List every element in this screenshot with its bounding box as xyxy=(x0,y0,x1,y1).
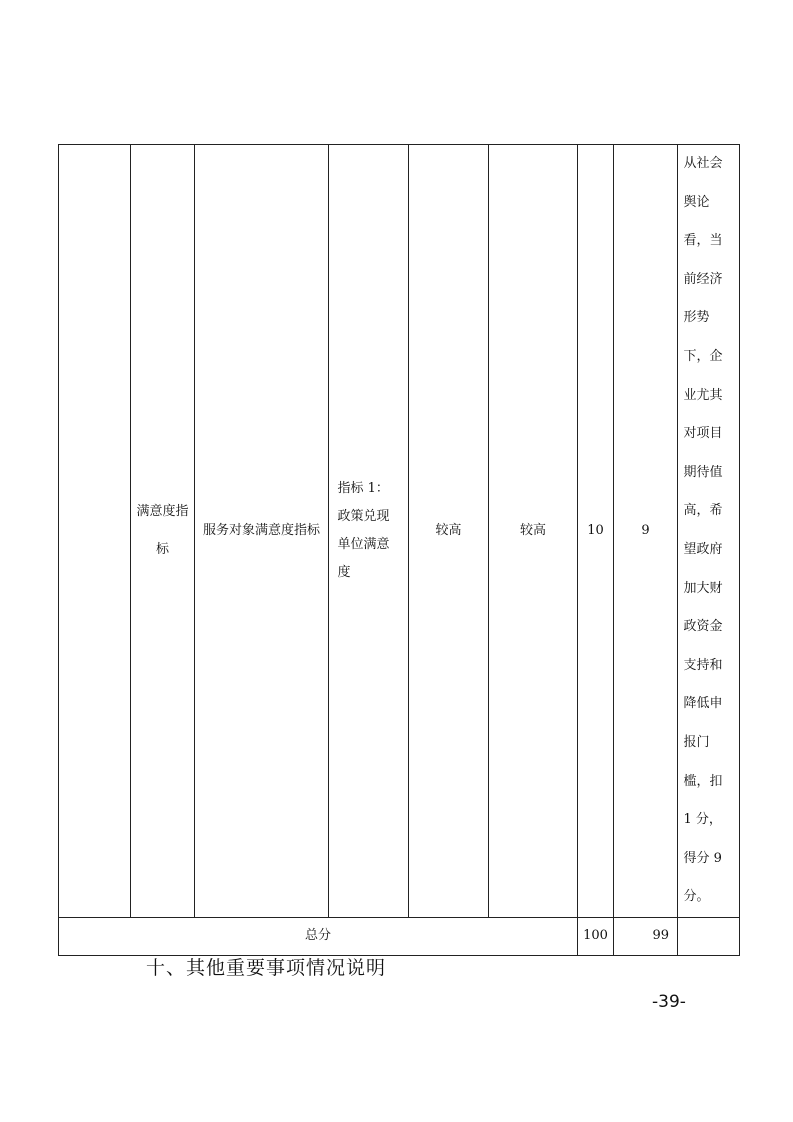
total-remark-cell xyxy=(678,917,740,955)
target-value-cell: 较高 xyxy=(409,145,489,918)
remark-cell xyxy=(678,145,740,918)
score-cell: 9 xyxy=(614,145,678,918)
section-heading: 十、其他重要事项情况说明 xyxy=(146,957,387,979)
performance-table xyxy=(58,144,740,956)
third-level-indicator-text: 指标 1：政策兑现单位满意度 xyxy=(337,480,390,580)
total-score-cell: 99 xyxy=(614,917,678,955)
table-row-total xyxy=(59,917,740,955)
remark-text: 从社会舆论看，当前经济形势下，企业尤其对项目期待值高，希望政府加大财政资金支持和降低申报门槛，扣 1 分，得分 9 分。 xyxy=(683,156,723,905)
weight-cell: 10 xyxy=(578,145,614,918)
third-level-indicator-cell xyxy=(329,145,409,918)
second-level-indicator-text: 服务对象满意度指标 xyxy=(202,522,320,538)
actual-value-cell: 较高 xyxy=(489,145,578,918)
total-weight-cell: 100 xyxy=(578,917,614,955)
second-level-indicator-cell xyxy=(195,145,329,918)
first-level-indicator-cell xyxy=(131,145,195,918)
total-label-cell: 总分 xyxy=(59,917,578,955)
table-row xyxy=(59,145,740,918)
empty-category-cell xyxy=(59,145,131,918)
page-number: -39- xyxy=(652,992,686,1012)
first-level-indicator-text: 满意度指标 xyxy=(136,503,189,557)
